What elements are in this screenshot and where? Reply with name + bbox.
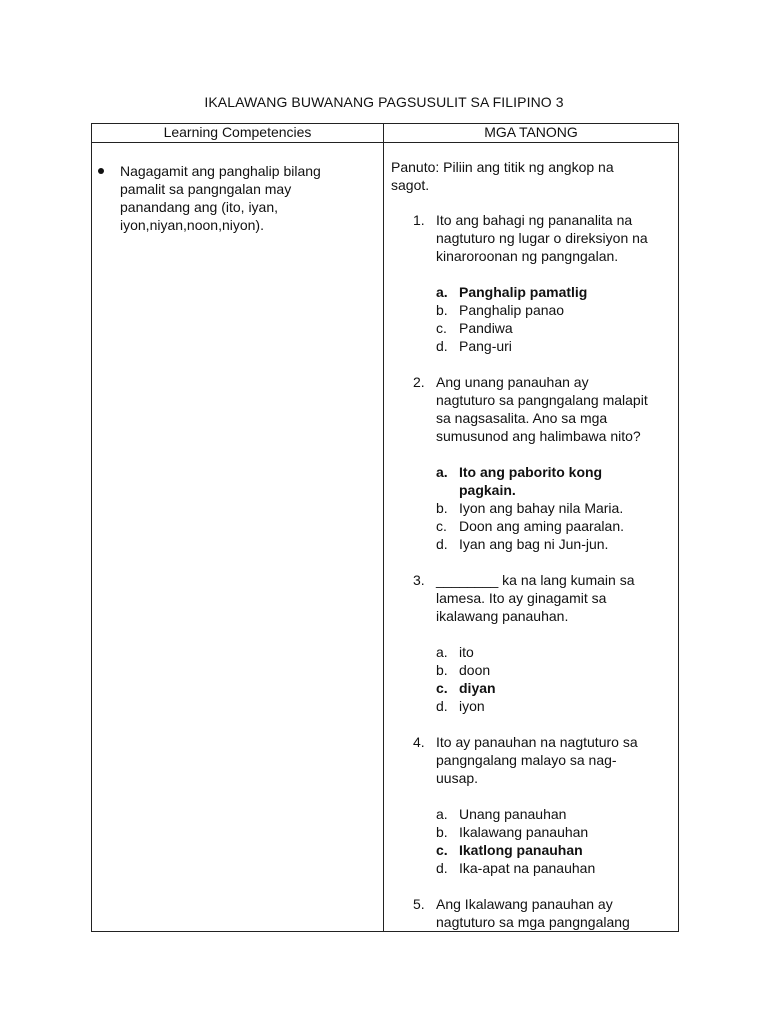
- option-text: Ito ang paborito kong pagkain.: [459, 464, 603, 498]
- option-text: doon: [459, 662, 491, 678]
- options-list: [436, 283, 648, 355]
- option-d: [436, 697, 648, 715]
- question-4: [391, 733, 648, 877]
- option-b: [436, 823, 648, 841]
- question-number: 3.: [413, 572, 425, 588]
- option-text: Ika-apat na panauhan: [459, 860, 596, 876]
- option-c: [436, 319, 648, 337]
- option-text: Ikatlong panauhan: [459, 842, 583, 858]
- options-list: [436, 643, 648, 715]
- question-text: ________ ka na lang kumain sa lamesa. Ito ay ginagamit sa ikalawang panauhan.: [436, 572, 635, 624]
- option-letter: a.: [436, 284, 448, 300]
- option-letter: b.: [436, 662, 448, 678]
- question-3: [391, 571, 648, 715]
- option-text: Iyon ang bahay nila Maria.: [459, 500, 624, 516]
- question-5: [391, 895, 648, 931]
- question-text: Ang unang panauhan ay nagtuturo sa pangngalang malapit sa nagsasalita. Ano sa mga sumusunod ang halimbawa nito?: [436, 374, 648, 444]
- option-letter: c.: [436, 518, 447, 534]
- question-number: 4.: [413, 734, 425, 750]
- option-letter: b.: [436, 500, 448, 516]
- question-text: Ito ay panauhan na nagtuturo sa pangngalang malayo sa nag-uusap.: [436, 734, 638, 786]
- question-number: 5.: [413, 896, 425, 912]
- option-text: Panghalip panao: [459, 302, 565, 318]
- exam-table: [91, 123, 679, 932]
- option-c: [436, 841, 648, 859]
- option-letter: b.: [436, 824, 448, 840]
- option-d: [436, 859, 648, 877]
- option-letter: a.: [436, 644, 448, 660]
- option-letter: c.: [436, 842, 448, 858]
- question-text: Ang Ikalawang panauhan ay nagtuturo sa mga pangngalang: [436, 896, 630, 930]
- header-row: [92, 124, 679, 143]
- option-c: [436, 679, 648, 697]
- option-letter: a.: [436, 464, 448, 480]
- option-letter: a.: [436, 806, 448, 822]
- option-text: Iyan ang bag ni Jun-jun.: [459, 536, 609, 552]
- header-learning-competencies: Learning Competencies: [92, 124, 384, 143]
- competency-text: Nagagamit ang panghalip bilang pamalit sa pangngalan may panandang ang (ito, iyan, iyon,niyan,noon,niyon).: [120, 163, 321, 233]
- options-list: [436, 805, 648, 877]
- options-list: [436, 463, 648, 553]
- option-letter: d.: [436, 860, 448, 876]
- option-text: Ikalawang panauhan: [459, 824, 589, 840]
- question-2: [391, 373, 648, 553]
- option-a: [436, 643, 648, 661]
- bullet-icon: [98, 168, 104, 174]
- question-number: 2.: [413, 374, 425, 390]
- option-d: [436, 337, 648, 355]
- option-b: [436, 301, 648, 319]
- questions-cell: [384, 143, 679, 932]
- option-letter: c.: [436, 680, 448, 696]
- option-text: Unang panauhan: [459, 806, 567, 822]
- option-text: Pandiwa: [459, 320, 513, 336]
- question-number: 1.: [413, 212, 425, 228]
- questions-container: [384, 143, 678, 931]
- option-letter: c.: [436, 320, 447, 336]
- body-row: [92, 143, 679, 932]
- option-text: Doon ang aming paaralan.: [459, 518, 625, 534]
- option-letter: b.: [436, 302, 448, 318]
- option-text: ito: [459, 644, 474, 660]
- option-text: Panghalip pamatlig: [459, 284, 588, 300]
- option-b: [436, 499, 648, 517]
- option-text: Pang-uri: [459, 338, 512, 354]
- option-b: [436, 661, 648, 679]
- header-mga-tanong: MGA TANONG: [384, 124, 679, 143]
- option-d: [436, 535, 648, 553]
- competency-list: [92, 162, 383, 234]
- question-text: Ito ang bahagi ng pananalita na nagtuturo ng lugar o direksiyon na kinaroroonan ng pangngalan.: [436, 212, 648, 264]
- option-a: [436, 283, 648, 301]
- instructions: Panuto: Piliin ang titik ng angkop na sagot.: [391, 159, 614, 193]
- option-text: iyon: [459, 698, 485, 714]
- question-1: [391, 211, 648, 355]
- option-a: [436, 463, 648, 499]
- option-c: [436, 517, 648, 535]
- option-letter: d.: [436, 338, 448, 354]
- competencies-cell: [92, 143, 384, 932]
- document-title: IKALAWANG BUWANANG PAGSUSULIT SA FILIPINO 3: [204, 94, 564, 110]
- option-letter: d.: [436, 536, 448, 552]
- option-letter: d.: [436, 698, 448, 714]
- competency-item: [92, 162, 383, 234]
- option-a: [436, 805, 648, 823]
- option-text: diyan: [459, 680, 496, 696]
